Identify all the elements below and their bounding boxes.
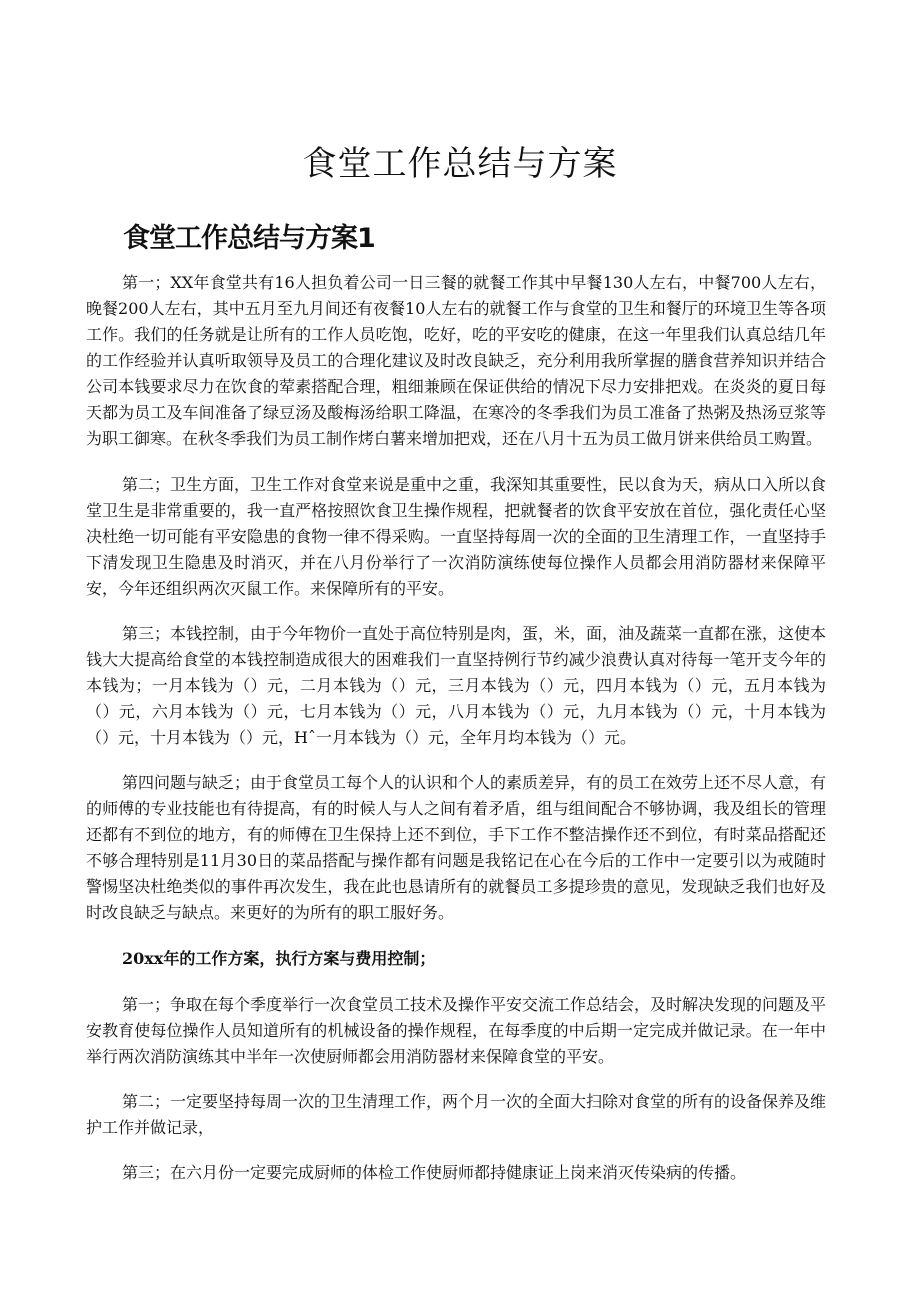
paragraph-3: 第三；本钱控制，由于今年物价一直处于高位特别是肉，蛋，米，面，油及蔬菜一直都在涨，这使本钱大大提高给食堂的本钱控制造成很大的困难我们一直坚持例行节约减少浪费认真对待每一笔开支今年的本钱为；一月本钱为（）元，二月本钱为（）元，三月本钱为（）元，四月本钱为（）元，五月本钱为（）元，六月本钱为（）元，七月本钱为（）元，八月本钱为（）元，九月本钱为（）元，十月本钱为（）元，十月本钱为（）元，Hˆ一月本钱为（）元，全年月均本钱为（）元。 (86, 624, 827, 747)
document-body (86, 270, 826, 1186)
paragraph-2: 第二；卫生方面，卫生工作对食堂来说是重中之重，我深知其重要性，民以食为天，病从口入所以食堂卫生是非常重要的，我一直严格按照饮食卫生操作规程，把就餐者的饮食平安放在首位，强化责任心坚决杜绝一切可能有平安隐患的食物一律不得采购。一直坚持每周一次的全面的卫生清理工作，一直坚持手下清发现卫生隐患及时消灭，并在八月份举行了一次消防演练使每位操作人员都会用消防器材来保障平安，今年还组织两次灭鼠工作。来保障所有的平安。 (86, 475, 827, 598)
paragraph-1: 第一；XX年食堂共有16人担负着公司一日三餐的就餐工作其中早餐130人左右，中餐700人左右，晚餐200人左右，其中五月至九月间还有夜餐10人左右的就餐工作与食堂的卫生和餐厅的环境卫生等各项工作。我们的任务就是让所有的工作人员吃饱，吃好，吃的平安吃的健康，在这一年里我们认真总结几年的工作经验并认真听取领导及员工的合理化建议及时改良缺乏，充分利用我所掌握的膳食营养知识并结合公司本钱要求尽力在饮食的荤素搭配合理，粗细兼顾在保证供给的情况下尽力安排把戏。在炎炎的夏日每天都为员工及车间准备了绿豆汤及酸梅汤给职工降温，在寒冷的冬季我们为员工准备了热粥及热汤豆浆等为职工御寒。在秋冬季我们为员工制作烤白薯来增加把戏，还在八月十五为员工做月饼来供给员工购置。 (86, 273, 826, 448)
document-title: 食堂工作总结与方案 (302, 144, 618, 184)
paragraph-4: 第四问题与缺乏；由于食堂员工每个人的认识和个人的素质差异，有的员工在效劳上还不尽人意，有的师傅的专业技能也有待提高，有的时候人与人之间有着矛盾，组与组间配合不够协调，我及组长的管理还都有不到位的地方，有的师傅在卫生保持上还不到位，手下工作不整洁操作还不到位，有时菜品搭配还不够合理特别是11月30日的菜品搭配与操作都有问题是我铭记在心在今后的工作中一定要引以为戒随时警惕坚决杜绝类似的事件再次发生，我在此也恳请所有的就餐员工多提珍贵的意见，发现缺乏我们也好及时改良缺乏与缺点。来更好的为所有的职工服好务。 (86, 773, 827, 922)
paragraph-8: 第三；在六月份一定要完成厨师的体检工作使厨师都持健康证上岗来消灭传染病的传播。 (122, 1163, 747, 1182)
paragraph-7: 第二；一定要坚持每周一次的卫生清理工作，两个月一次的全面大扫除对食堂的所有的设备保养及维护工作并做记录， (86, 1092, 827, 1137)
section-heading: 食堂工作总结与方案1 (123, 223, 375, 254)
paragraph-6: 第一；争取在每个季度举行一次食堂员工技术及操作平安交流工作总结会，及时解决发现的问题及平安教育使每位操作人员知道所有的机械设备的操作规程，在每季度的中后期一定完成并做记录。在一年中举行两次消防演练其中半年一次使厨师都会用消防器材来保障食堂的平安。 (86, 995, 827, 1066)
plan-heading: 20xx年的工作方案，执行方案与费用控制； (122, 949, 436, 968)
